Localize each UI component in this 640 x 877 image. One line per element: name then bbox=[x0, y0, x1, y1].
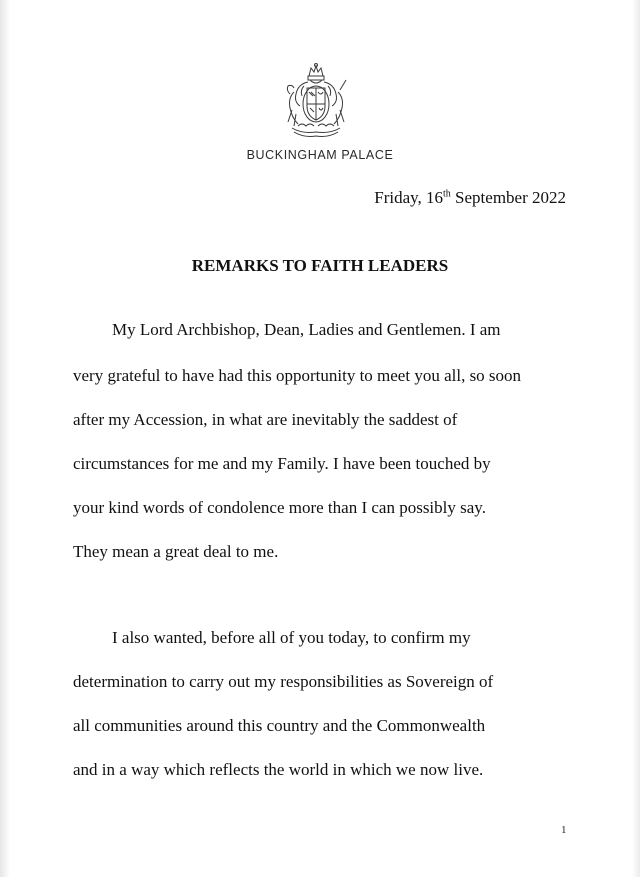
paragraph-2-line-3: all communities around this country and the Commonwealth bbox=[73, 716, 486, 735]
paragraph-1-line-6: They mean a great deal to me. bbox=[73, 542, 279, 561]
page-edge-shadow-right bbox=[632, 0, 640, 877]
date-main: Friday, 16 bbox=[374, 188, 444, 207]
document-title: REMARKS TO FAITH LEADERS bbox=[191, 256, 449, 275]
paragraph-1-line-2: very grateful to have had this opportunity to meet you all, so soon bbox=[73, 366, 522, 385]
paragraph-2-line-2: determination to carry out my responsibilities as Sovereign of bbox=[73, 672, 494, 691]
paragraph-2-line-1: I also wanted, before all of you today, to confirm my bbox=[112, 628, 471, 647]
paragraph-1-line-1: My Lord Archbishop, Dean, Ladies and Gentlemen. I am bbox=[112, 320, 501, 339]
paragraph-2-line-4: and in a way which reflects the world in which we now live. bbox=[73, 760, 484, 779]
paragraph-1-line-3: after my Accession, in what are inevitably the saddest of bbox=[73, 410, 458, 429]
date-ordinal-suffix: th bbox=[443, 188, 451, 200]
letterhead-name bbox=[0, 148, 640, 162]
document-date bbox=[374, 188, 566, 208]
paragraph-1-line-4: circumstances for me and my Family. I have been touched by bbox=[73, 454, 491, 473]
paragraph-1-line-5: your kind words of condolence more than I can possibly say. bbox=[73, 498, 486, 517]
date-rest: September 2022 bbox=[450, 188, 566, 207]
page-edge-shadow-left bbox=[0, 0, 10, 877]
page-number: 1 bbox=[561, 824, 567, 836]
letterhead-name-text: BUCKINGHAM PALACE bbox=[246, 148, 394, 162]
royal-coat-of-arms-icon bbox=[278, 62, 354, 142]
